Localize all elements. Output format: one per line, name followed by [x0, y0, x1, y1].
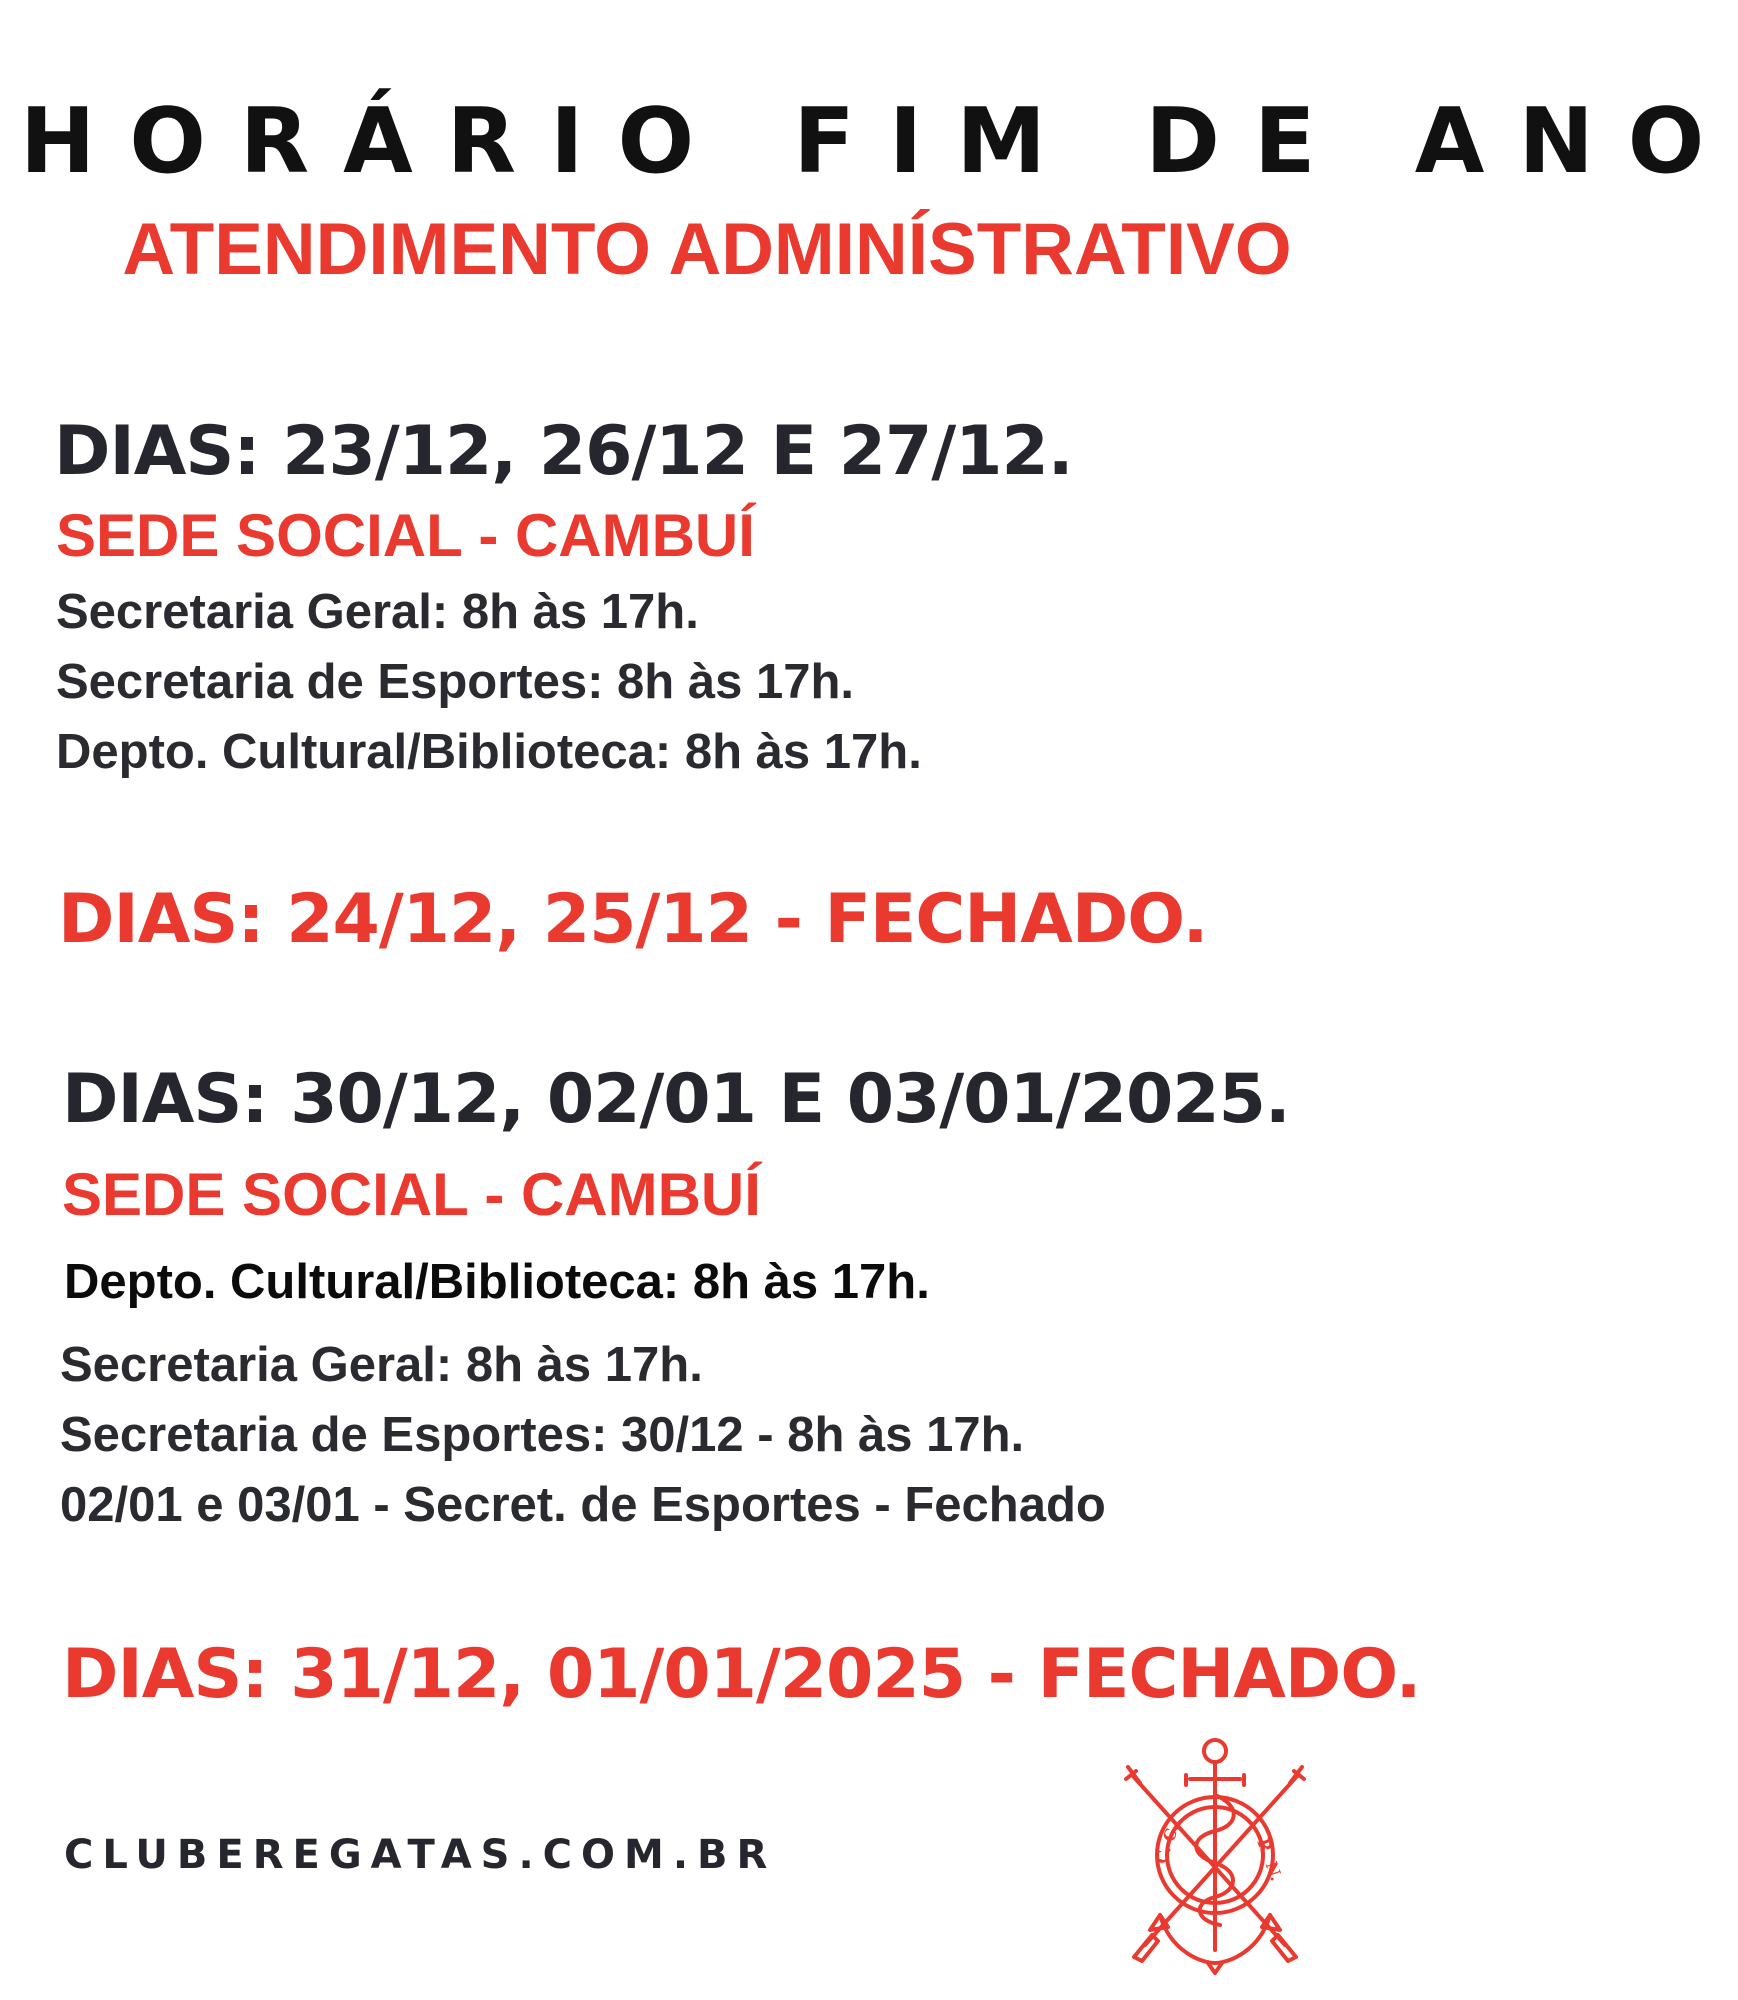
section2-line-depto-cultural: Depto. Cultural/Biblioteca: 8h às 17h. — [64, 1255, 930, 1309]
page-subtitle: ATENDIMENTO ADMINÍSTRATIVO — [122, 209, 1292, 290]
section1-line-secretaria-geral: Secretaria Geral: 8h às 17h. — [56, 585, 699, 639]
logo-letters-left: C. C. — [1150, 1820, 1183, 1867]
closed-days-notice-1: DIAS: 24/12, 25/12 - FECHADO. — [58, 880, 1208, 959]
section2-line-esportes-fechado: 02/01 e 03/01 - Secret. de Esportes - Fechado — [60, 1478, 1106, 1532]
website-url: CLUBEREGATAS.COM.BR — [64, 1832, 777, 1878]
section1-line-secretaria-esportes: Secretaria de Esportes: 8h às 17h. — [56, 655, 854, 709]
section1-days: DIAS: 23/12, 26/12 E 27/12. — [54, 412, 1073, 491]
section2-line-secretaria-esportes: Secretaria de Esportes: 30/12 - 8h às 17h. — [60, 1408, 1025, 1462]
logo-letters-right: R. N. — [1253, 1835, 1287, 1884]
page-title: HORÁRIO FIM DE ANO — [20, 89, 1738, 194]
club-anchor-logo — [1120, 1735, 1310, 1975]
section2-location: SEDE SOCIAL - CAMBUÍ — [62, 1161, 761, 1228]
section2-line-secretaria-geral: Secretaria Geral: 8h às 17h. — [60, 1338, 703, 1392]
section1-location: SEDE SOCIAL - CAMBUÍ — [56, 502, 755, 569]
anchor-emblem-icon — [1120, 1735, 1310, 1975]
section2-days: DIAS: 30/12, 02/01 E 03/01/2025. — [62, 1060, 1290, 1139]
section1-line-depto-cultural: Depto. Cultural/Biblioteca: 8h às 17h. — [56, 725, 922, 779]
closed-days-notice-2: DIAS: 31/12, 01/01/2025 - FECHADO. — [62, 1635, 1421, 1714]
